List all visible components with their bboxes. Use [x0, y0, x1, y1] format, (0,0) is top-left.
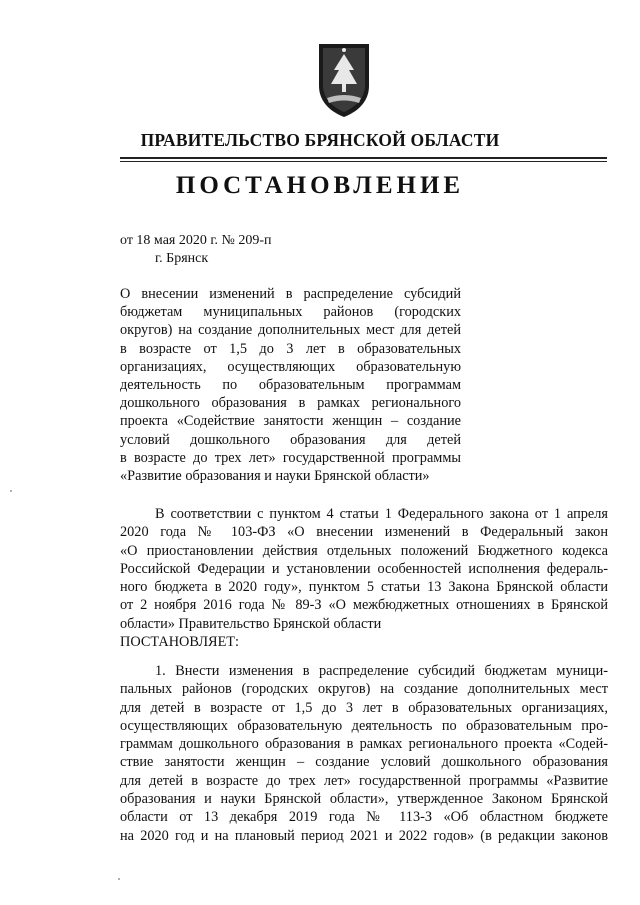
header-rule [120, 157, 607, 159]
preamble-line: области» Правительство Брянской области [120, 615, 382, 632]
subject-line: проекта «Содействие занятости женщин – создание [120, 413, 461, 430]
scan-speck [118, 878, 120, 880]
document-city: г. Брянск [155, 251, 209, 266]
subject-line: в возрасте до трех лет» государственной программы [120, 449, 461, 466]
clause-1-paragraph [120, 662, 608, 845]
clause-line: на 2020 год и на плановый период 2021 и 2022 годов» (в редакции законов [120, 827, 608, 844]
subject-line: «Развитие образования и науки Брянской области» [120, 468, 430, 485]
clause-line: ствие занятости женщин – создание условий дошкольного образования [120, 754, 608, 771]
document-date-number: от 18 мая 2020 г. № 209-п [120, 233, 272, 248]
clause-line: образования и науки Брянской области», утвержденное Законом Брянской [120, 791, 608, 808]
preamble-line: Российской Федерации и установлении особенностей исполнения федераль- [120, 560, 608, 577]
clause-line: 1. Внести изменения в распределение субсидий бюджетам муници- [155, 663, 608, 679]
document-type-title: ПОСТАНОВЛЕНИЕ [175, 172, 465, 199]
subject-line: бюджетам муниципальных районов (городских [120, 304, 461, 321]
resolution-keyword: ПОСТАНОВЛЯЕТ: [120, 634, 240, 651]
subject-line: дошкольного образования в рамках регионального [120, 395, 461, 412]
clause-line: осуществляющих образовательную деятельность по образовательным про- [120, 717, 608, 734]
clause-line: пальных районов (городских округов) на создание дополнительных мест [120, 681, 608, 698]
preamble-line: 2020 года № 103-ФЗ «О внесении изменений в Федеральный закон [120, 524, 608, 541]
subject-line: условий дошкольного образования для детей [120, 431, 461, 448]
document-subject [120, 285, 461, 485]
subject-line: организациях, осуществляющих образовательную [120, 358, 461, 375]
clause-line: граммам дошкольного образования в рамках регионального проекта «Содей- [120, 736, 608, 753]
subject-line: в возрасте от 1,5 до 3 лет в образовательных [120, 340, 461, 357]
preamble-line: В соответствии с пунктом 4 статьи 1 Федерального закона от 1 апреля [155, 506, 608, 522]
preamble-paragraph [120, 505, 608, 651]
subject-line: О внесении изменений в распределение субсидий [120, 286, 461, 302]
subject-line: округов) на создание дополнительных мест для детей [120, 322, 461, 339]
preamble-line: «О приостановлении действия отдельных положений Бюджетного кодекса [120, 542, 608, 559]
coat-of-arms-icon [315, 40, 373, 120]
clause-line: для детей в возрасте от 1,5 до 3 лет в образовательных организациях, [120, 699, 608, 716]
header-rule-thin [120, 161, 607, 162]
scan-speck [10, 490, 12, 492]
preamble-line: ного бюджета в 2020 году», пунктом 5 статьи 13 Закона Брянской области [120, 579, 608, 596]
preamble-line: от 2 ноября 2016 года № 89-З «О межбюджетных отношениях в Брянской [120, 597, 608, 614]
organization-title: ПРАВИТЕЛЬСТВО БРЯНСКОЙ ОБЛАСТИ [140, 130, 500, 150]
clause-line: области от 13 декабря 2019 года № 113-З «Об областном бюджете [120, 809, 608, 826]
clause-line: для детей в возрасте до трех лет» государственной программы «Развитие [120, 772, 608, 789]
subject-line: деятельность по образовательным программам [120, 377, 461, 394]
